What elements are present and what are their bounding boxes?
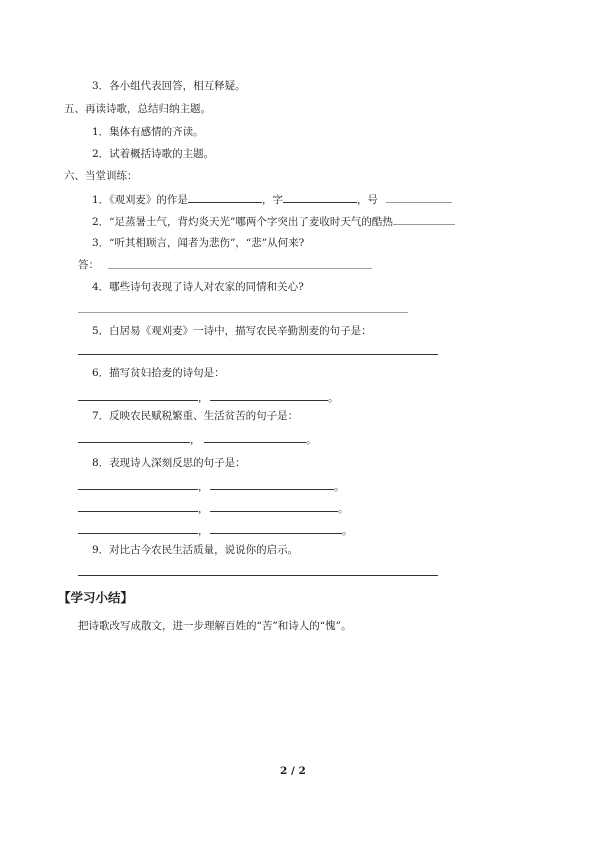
question-8-row3-comma: ，: [198, 525, 209, 537]
question-1-prefix: 1．《观刈麦》的作是: [92, 194, 188, 206]
question-6-blank-2[interactable]: [210, 389, 328, 401]
question-6-period: 。: [328, 392, 339, 404]
question-8-row2-period: 。: [338, 503, 349, 515]
question-7-comma: ，: [190, 434, 201, 446]
question-3: 3．“听其相顾言，闻者为悲伤”，“悲”从何来?: [92, 237, 305, 249]
summary-text: 把诗歌改写成散文，进一步理解百姓的“苦”和诗人的“愧”。: [78, 620, 352, 632]
question-1: [92, 191, 452, 207]
question-1-hao: ，号: [356, 194, 378, 206]
question-3-answer-label: 答：: [78, 259, 99, 271]
question-1-zi: ，字: [261, 194, 283, 206]
question-8-answer-row-1: [78, 478, 345, 494]
summary-heading: 【学习小结】: [58, 590, 134, 605]
question-8-row1-comma: ，: [198, 481, 209, 493]
question-8-row2-blank-2[interactable]: [210, 500, 338, 512]
step-2-text: 2．试着概括诗歌的主题。: [92, 148, 215, 160]
question-6: 6．描写贫妇拾麦的诗句是：: [92, 367, 225, 379]
question-3-answer-line[interactable]: [108, 268, 372, 269]
question-8-answer-row-2: [78, 500, 349, 516]
question-2: [92, 213, 455, 229]
question-7: 7．反映农民赋税繁重、生活贫苦的句子是：: [92, 410, 299, 422]
question-5: 5．白居易《观刈麦》一诗中，描写农民辛勤割麦的句子是：: [92, 325, 372, 337]
courtesy-name-blank[interactable]: [283, 191, 357, 203]
step-3-text: 3．各小组代表回答，相互释疑。: [92, 80, 246, 92]
question-6-comma: ，: [198, 392, 209, 404]
question-4: 4．哪些诗句表现了诗人对农家的同情和关心?: [92, 281, 304, 293]
question-8-row3-blank-2[interactable]: [210, 522, 342, 534]
section-6-heading: 六、当堂训练：: [64, 170, 138, 182]
author-blank[interactable]: [188, 191, 262, 203]
question-2-blank[interactable]: [393, 213, 455, 225]
question-8-row1-blank-1[interactable]: [78, 478, 198, 490]
question-5-answer-line[interactable]: [78, 354, 438, 355]
question-8-row3-blank-1[interactable]: [78, 522, 198, 534]
section-5-heading: 五、再读诗歌，总结归纳主题。: [64, 103, 211, 115]
question-9-answer-line[interactable]: [78, 575, 438, 576]
question-7-period: 。: [306, 434, 317, 446]
question-8-row2-comma: ，: [198, 503, 209, 515]
question-8-row2-blank-1[interactable]: [78, 500, 198, 512]
step-1-text: 1．集体有感情的齐读。: [92, 126, 204, 138]
question-4-answer-line[interactable]: [78, 312, 408, 313]
question-6-blank-1[interactable]: [78, 389, 198, 401]
question-8: 8．表现诗人深刻反思的句子是：: [92, 457, 246, 469]
question-7-blank-1[interactable]: [78, 431, 190, 443]
question-8-answer-row-3: [78, 522, 353, 538]
question-7-answer-row: [78, 431, 317, 447]
question-2-text: 2．“足蒸暑土气，背灼炎天光”哪两个字突出了麦收时天气的酷热: [92, 216, 393, 228]
question-9: 9．对比古今农民生活质量，说说你的启示。: [92, 544, 299, 556]
question-6-answer-row: [78, 389, 339, 405]
question-8-row1-blank-2[interactable]: [210, 478, 334, 490]
question-8-row3-period: 。: [342, 525, 353, 537]
question-8-row1-period: 。: [334, 481, 345, 493]
page-number: 2 / 2: [280, 765, 306, 777]
pseudonym-blank[interactable]: [386, 191, 452, 203]
question-7-blank-2[interactable]: [204, 431, 306, 443]
